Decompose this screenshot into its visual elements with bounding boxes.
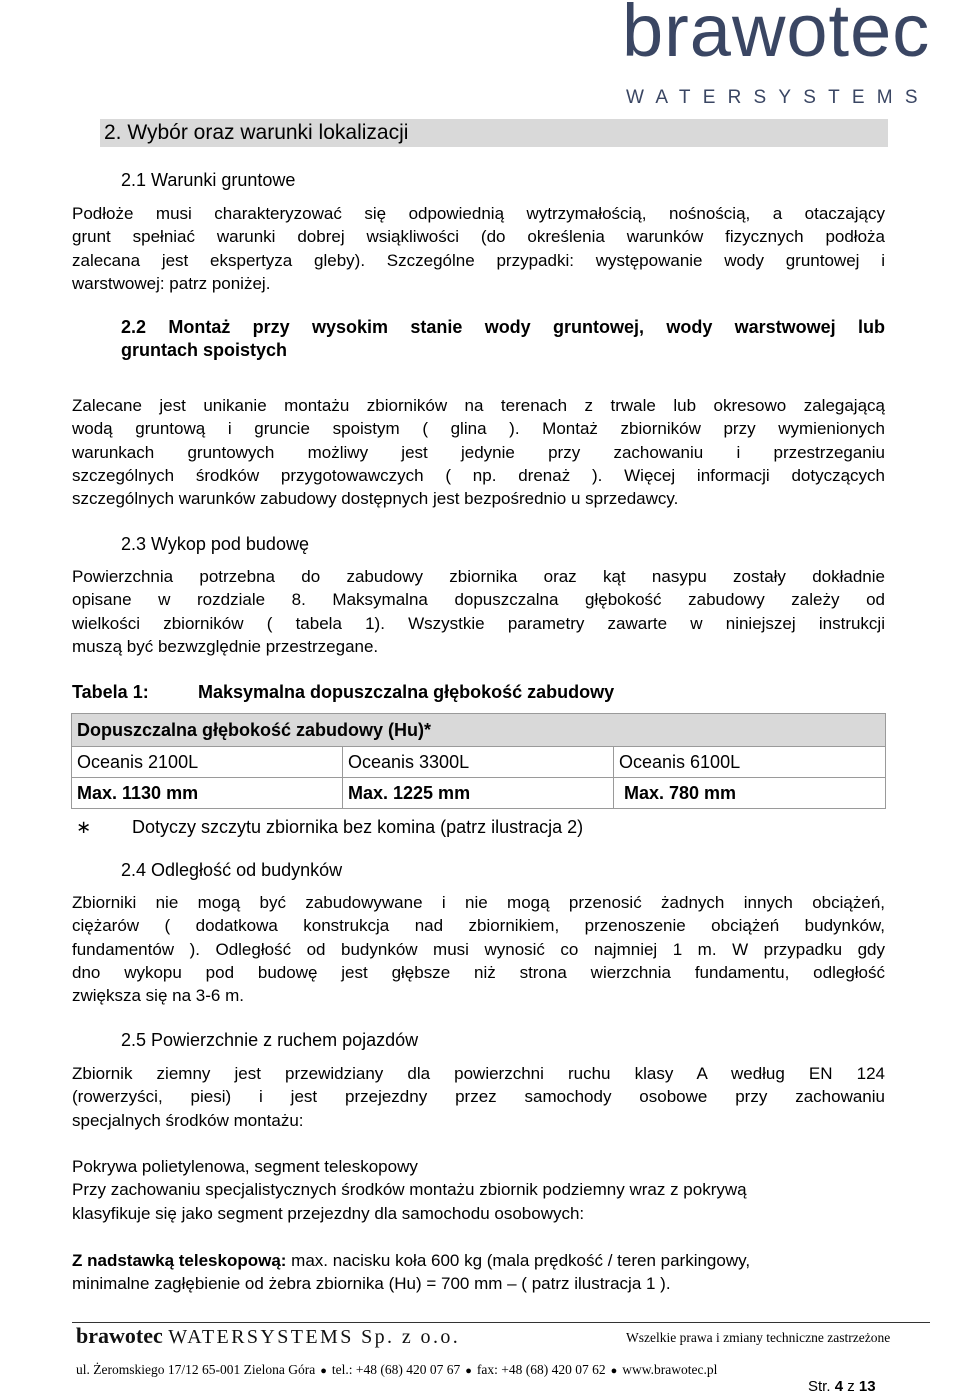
cover-paragraph: [72, 1155, 885, 1225]
text-line: Zbiornik ziemny jest przewidziany dla powierzchni ruchu klasy A według EN 124: [72, 1064, 885, 1083]
table-cell: Max. 1225 mm: [343, 778, 614, 809]
text-line: warunkach gruntowych możliwy jest jedynie przy zachowaniu i przestrzeganiu: [72, 442, 885, 462]
text-line: klasyfikuje się jako segment przejezdny dla samochodu osobowych:: [72, 1203, 585, 1223]
bullet-icon: ●: [465, 1365, 472, 1377]
text-line: grunt spełniać warunki dobrej wsiąkliwości (do określenia warunków fizycznych podłoża: [72, 227, 885, 247]
table-footnote: [76, 816, 583, 838]
text-line: Zbiorniki nie mogą być zabudowywane i nie mogą przenosić żadnych innych obciążeń,: [72, 893, 885, 912]
text-line: minimalne zagłębienie od żebra zbiornika (Hu) = 700 mm – ( patrz ilustracja 1 ).: [72, 1274, 671, 1294]
telescopic-paragraph: [72, 1249, 885, 1296]
subsection-2-2-title-line1: 2.2 Montaż przy wysokim stanie wody gruntowej, wody warstwowej lub: [121, 317, 885, 337]
page-prefix: Str.: [808, 1378, 831, 1395]
text-line: zalecana jest ekspertyza gleby). Szczególne przypadki: występowanie wody gruntowej i: [72, 250, 885, 270]
footer-contact: [76, 1362, 717, 1379]
subsection-2-2-title-line2: gruntach spoistych: [121, 340, 288, 360]
text-line: szczególnych środków przygotowawczych ( np. drenaż ). Więcej informacji dotyczących: [72, 465, 885, 485]
text-line: [72, 1249, 885, 1272]
brand-logo-subtitle: WATERSYSTEMS: [626, 87, 930, 108]
text-line: ciężarów ( dodatkowa konstrukcja nad zbiornikiem, przenoszenie obciążeń budynków,: [72, 916, 885, 936]
table-row: [72, 747, 886, 778]
depth-table: [71, 713, 886, 809]
subsection-2-5-paragraph: [72, 1062, 885, 1132]
footer-tel: tel.: +48 (68) 420 07 67: [331, 1362, 461, 1377]
text-line: fundamentów ). Odległość od budynków musi wynosić co najmniej 1 m. W przypadku gdy: [72, 939, 885, 959]
text-line: wodą gruntową i gruncie spoistym ( glina ). Montaż zbiorników przy wymienionych: [72, 419, 885, 439]
table-cell: Oceanis 3300L: [343, 747, 614, 778]
footnote-text: Dotyczy szczytu zbiornika bez komina (patrz ilustracja 2): [132, 817, 584, 837]
page-current: 4: [834, 1378, 844, 1395]
telescopic-label: Z nadstawką teleskopową:: [72, 1251, 287, 1270]
text-line: opisane w rozdziale 8. Maksymalna dopuszczalna głębokość zabudowy zależy od: [72, 590, 885, 610]
asterisk-icon: ∗: [76, 817, 92, 837]
table-header-cell: Dopuszczalna głębokość zabudowy (Hu)*: [72, 714, 886, 747]
footer-website[interactable]: www.brawotec.pl: [622, 1362, 718, 1377]
subsection-2-4-title: 2.4 Odległość od budynków: [121, 860, 343, 880]
telescopic-text: max. nacisku koła 600 kg (mala prędkość / teren parkingowy,: [286, 1251, 751, 1270]
footer-fax: fax: +48 (68) 420 07 62: [476, 1362, 606, 1377]
footer-brand: [76, 1323, 460, 1350]
subsection-2-5-title: 2.5 Powierzchnie z ruchem pojazdów: [121, 1030, 419, 1050]
cover-title: Pokrywa polietylenowa, segment teleskopowy: [72, 1157, 418, 1176]
text-line: wielkości zbiorników ( tabela 1). Wszystkie parametry zawarte w niniejszej instrukcji: [72, 613, 885, 633]
footer-company: WATERSYSTEMS Sp. z o.o.: [168, 1326, 461, 1348]
table-header-row: [72, 714, 886, 747]
bullet-icon: ●: [320, 1365, 327, 1377]
subsection-2-2-paragraph: [72, 394, 885, 510]
subsection-2-1-paragraph: [72, 202, 885, 295]
text-line: Zalecane jest unikanie montażu zbiorników na terenach z trwale lub okresowo zalegającą: [72, 396, 885, 415]
page-total: 13: [858, 1378, 876, 1395]
brand-logo-word: brawotec: [622, 0, 931, 72]
footer-brand-name: brawotec: [76, 1323, 163, 1348]
table-title: Maksymalna dopuszczalna głębokość zabudowy: [198, 682, 615, 702]
text-line: Powierzchnia potrzebna do zabudowy zbiornika oraz kąt nasypu zostały dokładnie: [72, 567, 885, 586]
text-line: Przy zachowaniu specjalistycznych środków montażu zbiornik podziemny wraz z pokrywą: [72, 1180, 747, 1200]
text-line: szczególnych warunków zabudowy dostępnych jest bezpośrednio u sprzedawcy.: [72, 489, 679, 509]
text-line: dno wykopu pod budowę jest głębsze niż strona wierzchnia fundamentu, odległość: [72, 962, 885, 982]
text-line: Podłoże musi charakteryzować się odpowiednią wytrzymałością, nośnością, a otaczający: [72, 204, 885, 223]
text-line: zwiększa się na 3-6 m.: [72, 986, 244, 1006]
text-line: warstwowej: patrz poniżej.: [72, 273, 271, 293]
text-line: specjalnych środków montażu:: [72, 1110, 304, 1130]
table-cell: Oceanis 6100L: [614, 747, 886, 778]
section-title: 2. Wybór oraz warunki lokalizacji: [104, 121, 409, 144]
footer-address: ul. Żeromskiego 17/12 65-001 Zielona Góra: [76, 1362, 316, 1377]
page-number: [808, 1378, 876, 1396]
subsection-2-4-paragraph: [72, 891, 885, 1007]
bullet-icon: ●: [610, 1365, 618, 1377]
text-line: muszą być bezwzględnie przestrzegane.: [72, 636, 379, 656]
table-cell: Oceanis 2100L: [72, 747, 343, 778]
footer-rights: Wszelkie prawa i zmiany techniczne zastrzeżone: [626, 1330, 891, 1345]
table-label: Tabela 1:: [72, 682, 149, 702]
table-row: [72, 778, 886, 809]
text-line: (rowerzyści, piesi) i jest przejezdny przez samochody osobowe przy zachowaniu: [72, 1087, 885, 1107]
subsection-2-3-paragraph: [72, 565, 885, 658]
table-cell: Max. 780 mm: [614, 778, 886, 809]
table-cell: Max. 1130 mm: [72, 778, 343, 809]
subsection-2-3-title: 2.3 Wykop pod budowę: [121, 534, 309, 554]
subsection-2-1-title: 2.1 Warunki gruntowe: [121, 170, 296, 190]
page-separator: z: [847, 1378, 855, 1395]
